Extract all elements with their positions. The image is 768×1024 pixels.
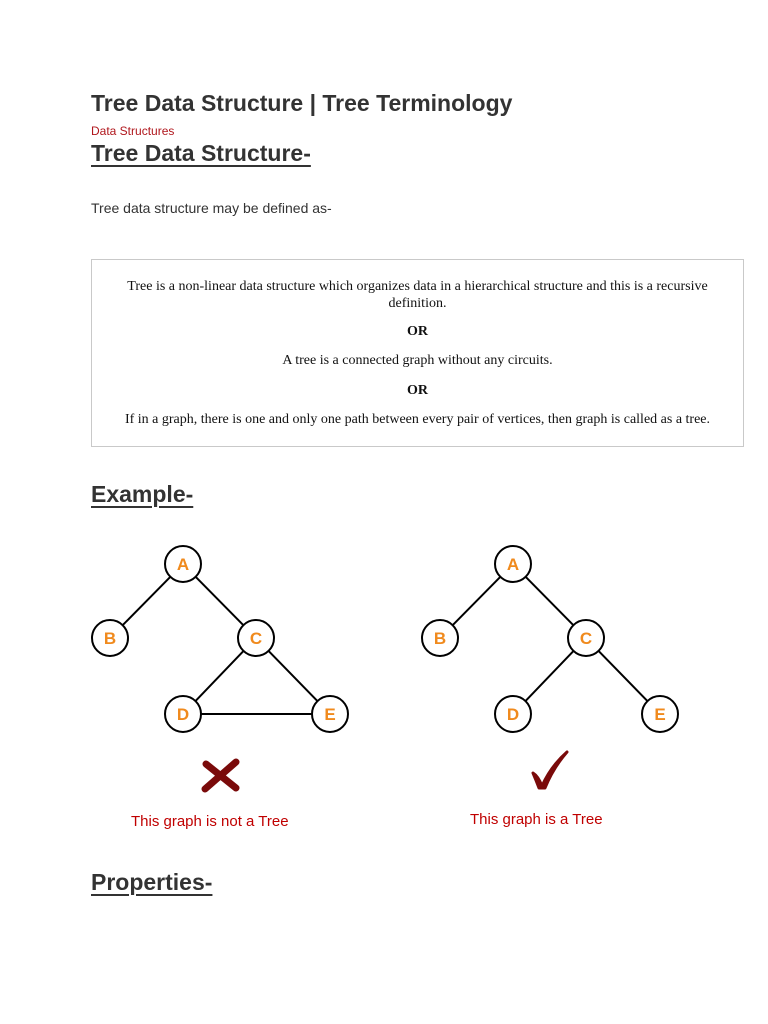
definition-line-3: If in a graph, there is one and only one path between every pair of vertices, then graph is called as a tree. <box>124 412 711 427</box>
left-node-c <box>238 620 274 656</box>
svg-text:E: E <box>654 705 666 724</box>
left-edge-a-c <box>196 577 244 625</box>
section-heading-example: Example- <box>91 481 194 507</box>
or-separator-1: OR <box>407 324 428 339</box>
left-edge-a-b <box>123 577 171 625</box>
svg-text:B: B <box>433 629 447 648</box>
cross-icon <box>205 762 236 789</box>
right-edge-a-c <box>526 577 574 625</box>
definition-box <box>91 259 744 447</box>
right-node-c <box>568 620 604 656</box>
svg-text:C: C <box>579 629 593 648</box>
right-node-a <box>495 546 531 582</box>
left-edge-c-e <box>269 651 318 701</box>
svg-text:A: A <box>176 555 190 574</box>
svg-text:A: A <box>506 555 520 574</box>
svg-text:D: D <box>176 705 190 724</box>
svg-text:D: D <box>506 705 520 724</box>
left-node-b <box>92 620 128 656</box>
svg-text:B: B <box>103 629 117 648</box>
svg-text:E: E <box>324 705 336 724</box>
left-node-a <box>165 546 201 582</box>
tree-example-figure <box>0 530 768 840</box>
or-separator-2: OR <box>407 383 428 398</box>
right-edge-a-b <box>453 577 501 625</box>
svg-text:C: C <box>249 629 263 648</box>
right-node-e <box>642 696 678 732</box>
intro-text: Tree data structure may be defined as- <box>91 200 332 216</box>
page-title: Tree Data Structure | Tree Terminology <box>91 90 513 116</box>
definition-line-1: Tree is a non-linear data structure which organizes data in a hierarchical structure and this is a recursive definition. <box>127 279 708 311</box>
section-heading-tree-data-structure: Tree Data Structure- <box>91 140 311 166</box>
left-node-e <box>312 696 348 732</box>
definition-line-2: A tree is a connected graph without any circuits. <box>282 353 553 368</box>
section-heading-properties: Properties- <box>91 869 213 895</box>
right-edge-c-e <box>599 651 648 701</box>
check-icon <box>533 752 567 788</box>
right-node-d <box>495 696 531 732</box>
caption-is-a-tree: This graph is a Tree <box>470 811 603 828</box>
right-node-b <box>422 620 458 656</box>
caption-not-a-tree: This graph is not a Tree <box>131 813 289 830</box>
graph-is-a-tree <box>422 546 678 732</box>
right-edge-c-d <box>525 651 573 701</box>
category-link[interactable]: Data Structures <box>91 124 175 138</box>
graph-not-a-tree <box>92 546 348 732</box>
left-edge-c-d <box>195 651 243 701</box>
left-node-d <box>165 696 201 732</box>
